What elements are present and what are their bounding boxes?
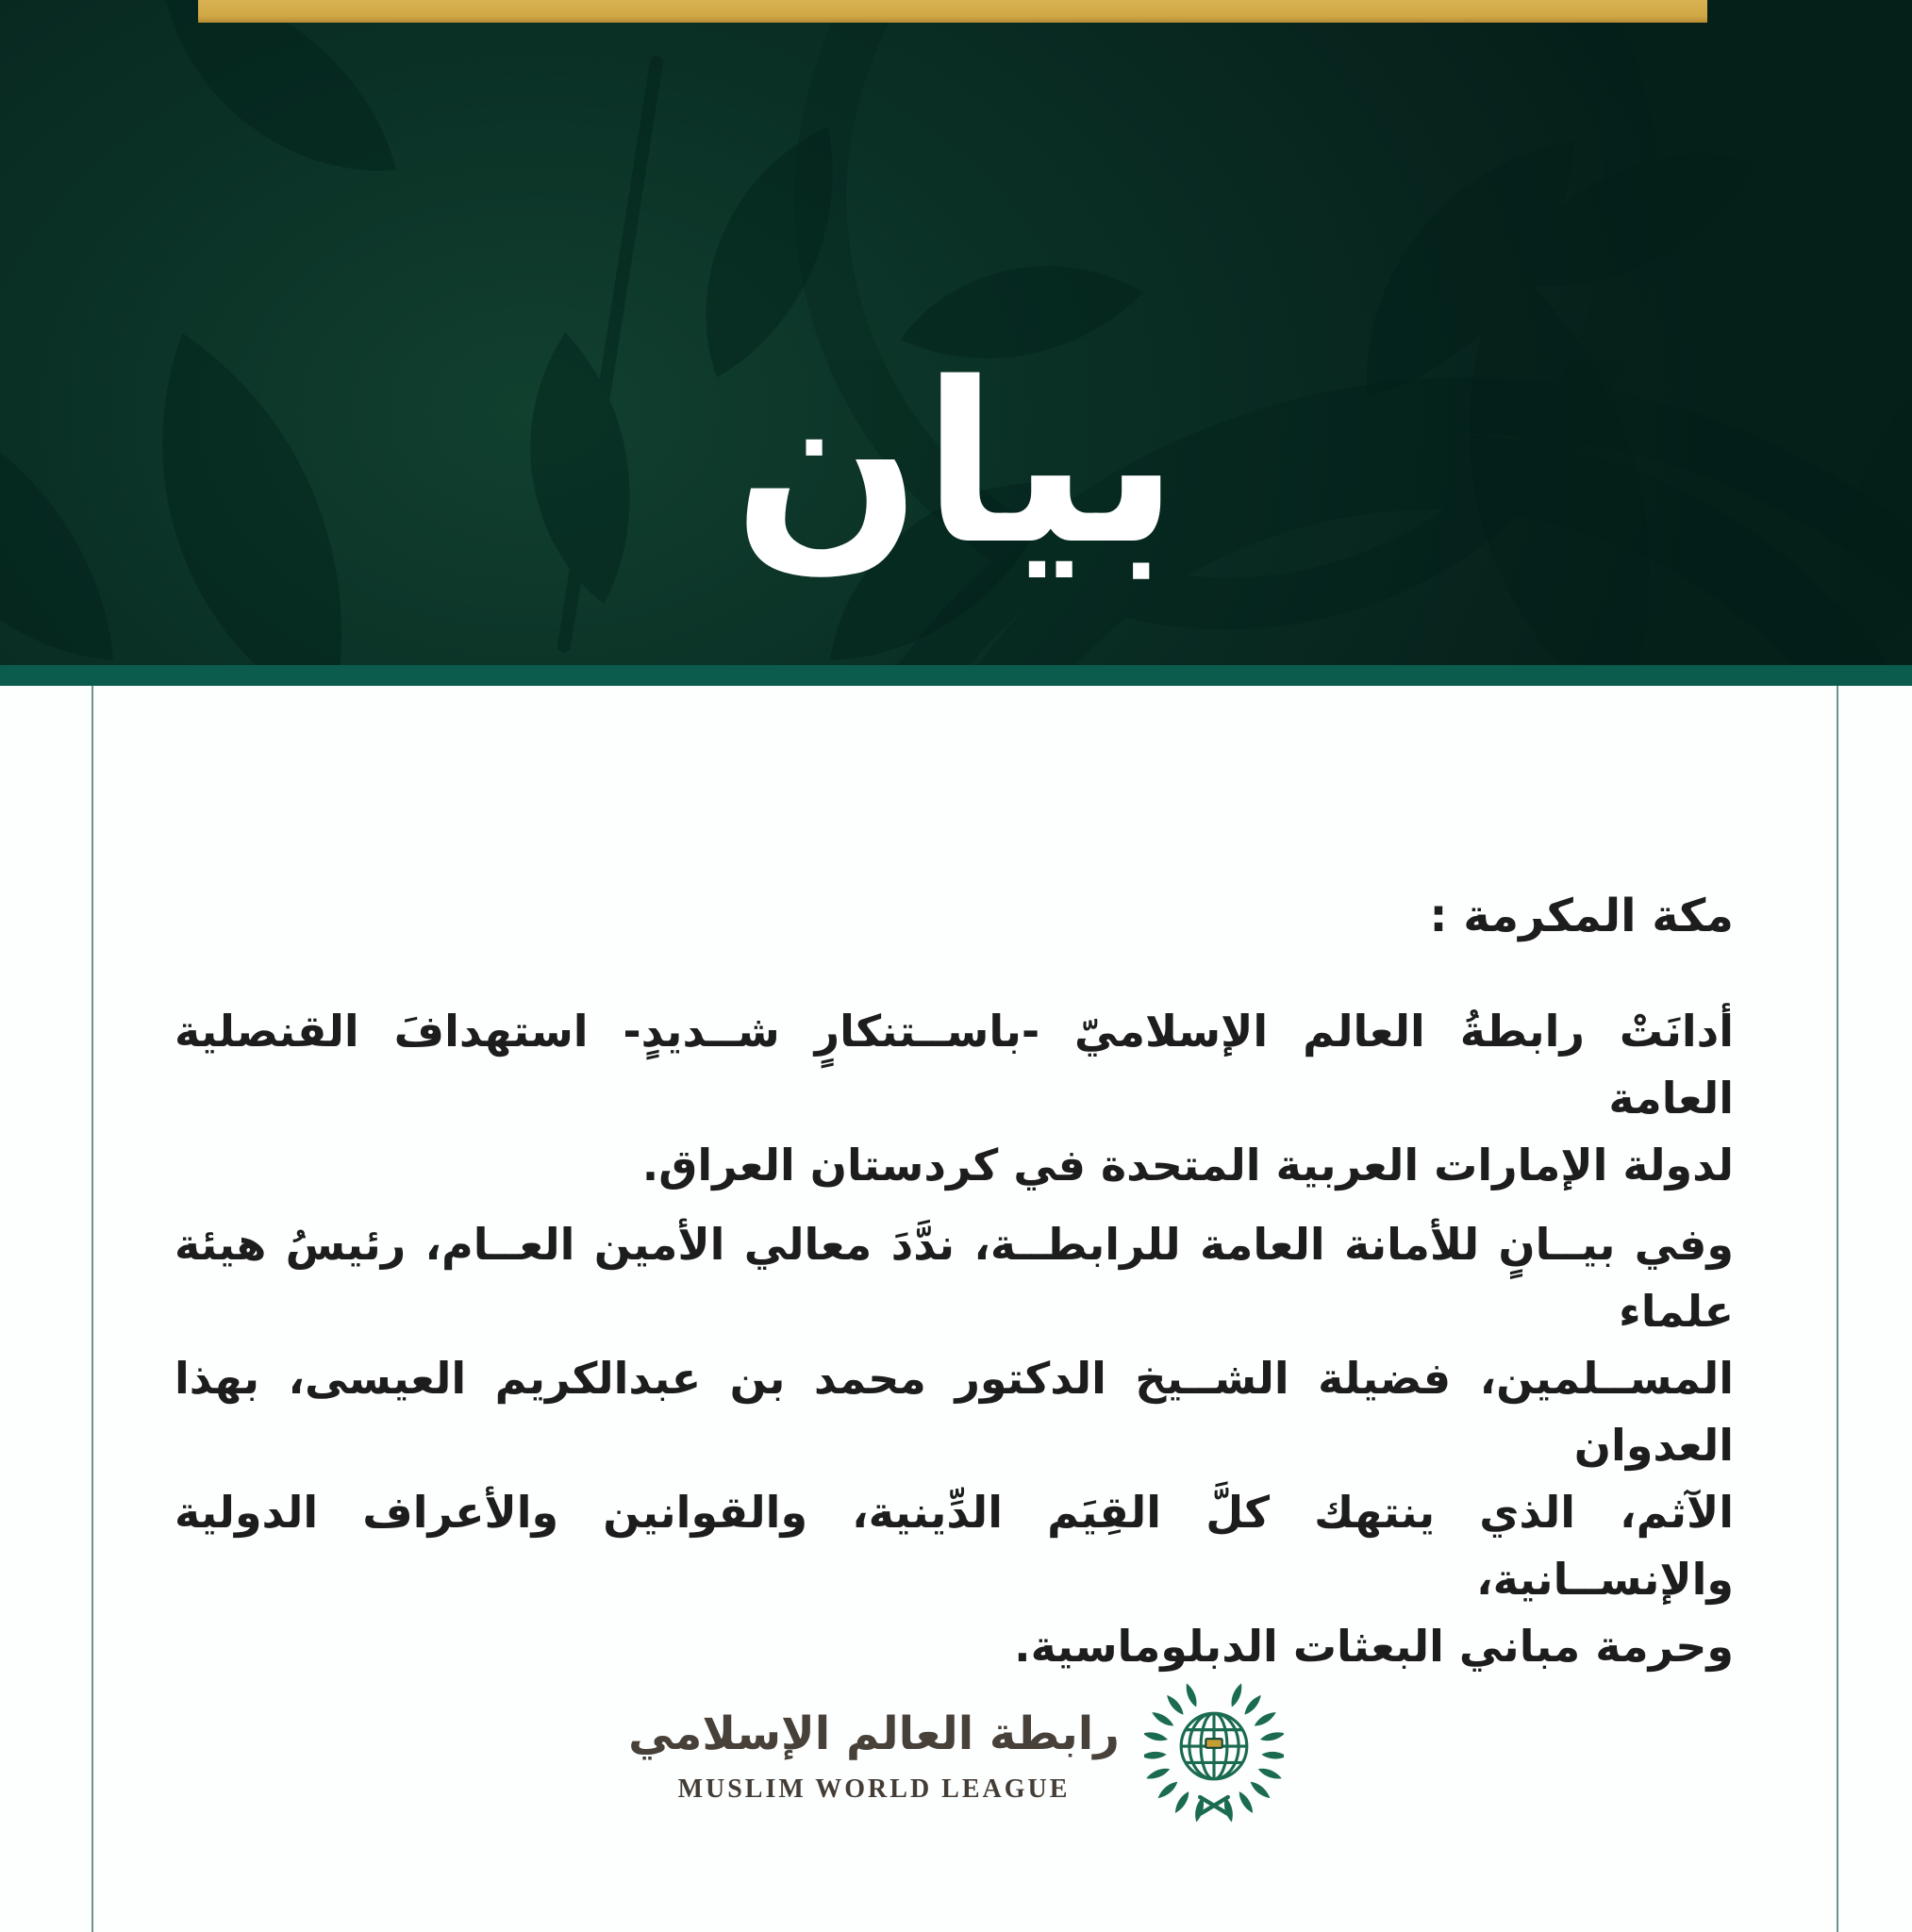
mwl-logo xyxy=(0,1677,1912,1828)
paragraph-line: وفي بيــانٍ للأمانة العامة للرابطــة، ندَّدَ معالي الأمين العــام، رئيسُ هيئة علماء xyxy=(175,1219,1734,1337)
statement-title-calligraphy: بيان xyxy=(733,336,1179,593)
paragraph-line: وحرمة مباني البعثات الدبلوماسية. xyxy=(1014,1621,1734,1672)
statement-header xyxy=(0,0,1912,665)
location-heading: مكة المكرمة : xyxy=(1429,890,1734,942)
mwl-logo-text xyxy=(628,1701,1120,1805)
paragraph-line: الآثم، الذي ينتهك كلَّ القِيَم الدِّينية، والقوانين والأعراف الدولية والإنســانية، xyxy=(175,1487,1734,1605)
paragraph-line: لدولة الإمارات العربية المتحدة في كردستان العراق. xyxy=(641,1140,1734,1191)
wreath-stems xyxy=(1200,1797,1228,1813)
statement-paragraph-1 xyxy=(175,998,1734,1199)
paragraph-line: أدانَتْ رابطةُ العالم الإسلاميّ -باســتنكارٍ شــديدٍ- استهدافَ القنصلية العامة xyxy=(175,1006,1734,1124)
gold-accent-bar xyxy=(198,0,1707,23)
kaaba-door-icon xyxy=(1205,1739,1222,1748)
left-margin-rule xyxy=(91,686,93,1932)
mwl-english-name: MUSLIM WORLD LEAGUE xyxy=(677,1774,1071,1804)
paragraph-line: المســلمين، فضيلة الشــيخ الدكتور محمد بن عبدالكريم العيسى، بهذا العدوان xyxy=(175,1353,1734,1471)
mwl-emblem-icon xyxy=(1144,1678,1284,1827)
mwl-arabic-name: رابطة العالم الإسلامي xyxy=(628,1707,1120,1760)
statement-paragraph-2 xyxy=(175,1211,1734,1680)
right-margin-rule xyxy=(1837,686,1838,1932)
teal-divider-bar xyxy=(0,665,1912,686)
